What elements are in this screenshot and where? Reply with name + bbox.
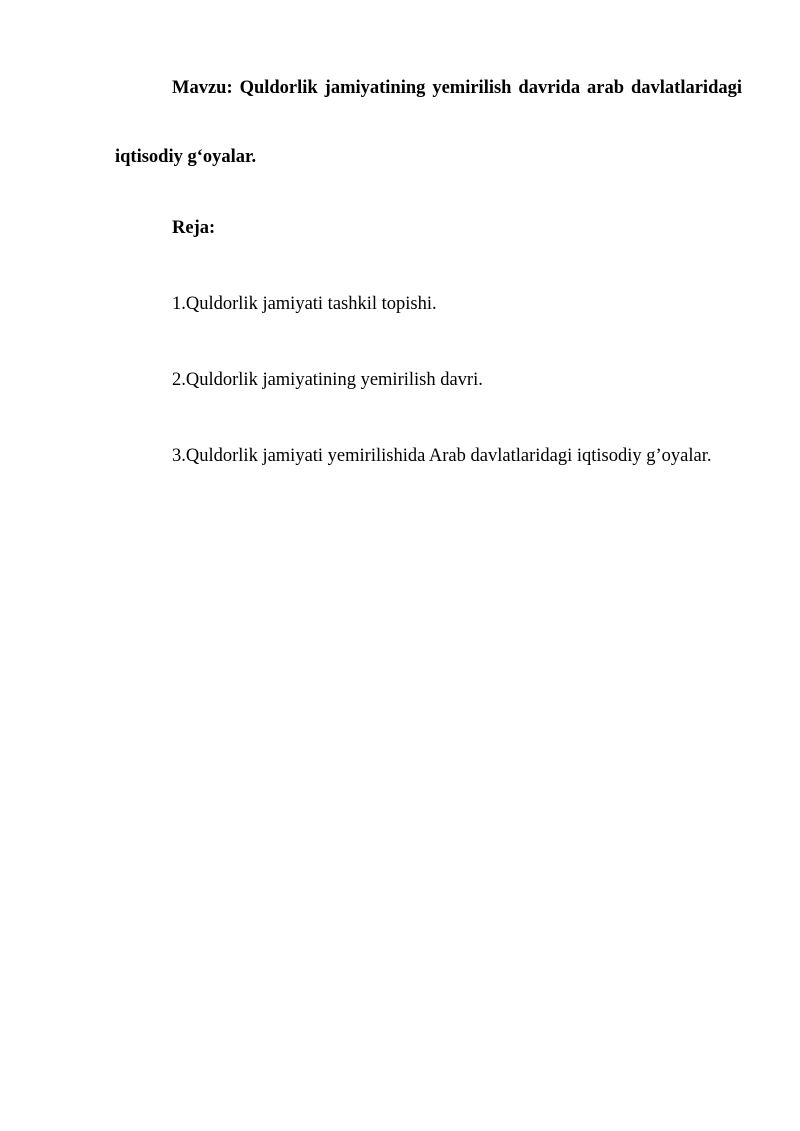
plan-heading: Reja: bbox=[172, 218, 216, 238]
topic-title-line-2: iqtisodiy g‘oyalar. bbox=[115, 147, 257, 167]
plan-item-2: 2.Quldorlik jamiyatining yemirilish davri. bbox=[172, 370, 483, 390]
topic-title-line-1: Mavzu: Quldorlik jamiyatining yemirilish davrida arab davlatlaridagi bbox=[172, 78, 742, 98]
plan-item-3: 3.Quldorlik jamiyati yemirilishida Arab davlatlaridagi iqtisodiy g’oyalar. bbox=[172, 446, 712, 466]
plan-item-1: 1.Quldorlik jamiyati tashkil topishi. bbox=[172, 294, 437, 314]
